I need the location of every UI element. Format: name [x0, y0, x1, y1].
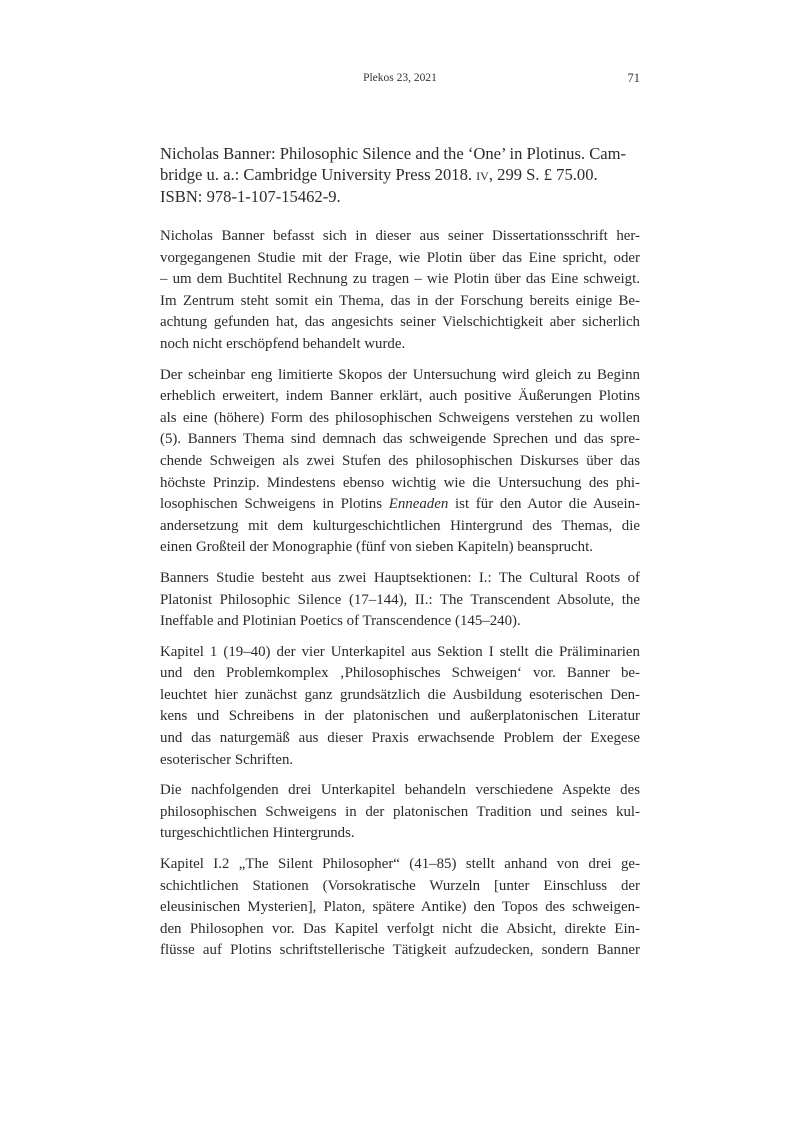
title-line: Nicholas Banner: Philosophic Silence and the ‘One’ in Plotinus. Cam-: [160, 144, 627, 163]
text-line: und das naturgemäß aus dieser Praxis erwachsende Problem der Exegese: [160, 730, 640, 747]
paragraph-3: [160, 568, 640, 633]
text-line: schichtlichen Stationen (Vorsokratische Wurzeln [unter Einschluss der: [160, 877, 640, 894]
text-line: als eine (höhere) Form des philosophischen Schweigens verstehen zu wollen: [160, 409, 640, 426]
text-line: Der scheinbar eng limitierte Skopos der Untersuchung wird gleich zu Beginn: [160, 366, 640, 383]
text-line: andersetzung mit dem kulturgeschichtlichen Hintergrund des Themas, die: [160, 517, 640, 534]
text-line: turgeschichtlichen Hintergrunds.: [160, 825, 355, 842]
paragraph-5: [160, 780, 640, 845]
text-line: Banners Studie besteht aus zwei Hauptsektionen: I.: The Cultural Roots of: [160, 569, 640, 586]
title-line: bridge u. a.: Cambridge University Press 2018.: [160, 165, 477, 185]
roman-pagination: iv: [476, 165, 489, 185]
text-line: vorgegangenen Studie mit der Frage, wie Plotin über das Eine spricht, oder: [160, 249, 640, 266]
review-body: [160, 226, 640, 971]
text-line: philosophischen Schweigens in der platonischen Tradition und seines kul-: [160, 803, 640, 820]
running-head: [160, 72, 640, 90]
text-line: Ineffable and Plotinian Poetics of Transcendence (145–240).: [160, 613, 521, 630]
text-line: achtung gefunden hat, das angesichts seiner Vielschichtigkeit aber sicherlich: [160, 314, 640, 331]
text-line: erheblich erweitert, indem Banner erklärt, auch positive Äußerungen Plotins: [160, 388, 640, 405]
paragraph-4: [160, 642, 640, 772]
text-line: Kapitel I.2 „The Silent Philosopher“ (41–85) stellt anhand von drei ge-: [160, 856, 640, 873]
text-line: flüsse auf Plotins schriftstellerische Tätigkeit aufzudecken, sondern Banner: [160, 942, 640, 959]
text-line: Nicholas Banner befasst sich in dieser aus seiner Dissertationsschrift her-: [160, 228, 640, 244]
paragraph-1: [160, 226, 640, 356]
text-segment: losophischen Schweigens in Plotins: [160, 496, 389, 513]
text-line: esoterischer Schriften.: [160, 751, 294, 768]
text-line: eleusinischen Mysterien], Platon, spätere Antike) den Topos des schweigen-: [160, 899, 640, 916]
text-line: noch nicht erschöpfend behandelt wurde.: [160, 335, 406, 352]
text-line: chende Schweigen als zwei Stufen des philosophischen Diskurses über das: [160, 452, 640, 469]
text-line: [160, 494, 640, 516]
text-line: kens und Schreibens in der platonischen und außerplatonischen Literatur: [160, 708, 640, 725]
isbn: ISBN: 978-1-107-15462-9.: [160, 186, 341, 206]
text-line: leuchtet hier zunächst ganz grundsätzlich die Ausbildung esoterischen Den-: [160, 686, 640, 703]
text-line: Platonist Philosophic Silence (17–144), II.: The Transcendent Absolute, the: [160, 591, 640, 608]
title-line: , 299 S. £ 75.00.: [488, 165, 598, 185]
text-line: (5). Banners Thema sind demnach das schweigende Sprechen und das spre-: [160, 431, 640, 448]
text-line: den Philosophen vor. Das Kapitel verfolgt nicht die Absicht, direkte Ein-: [160, 920, 640, 937]
text-line: Im Zentrum steht somit ein Thema, das in der Forschung bereits einige Be-: [160, 292, 640, 309]
text-line: höchste Prinzip. Mindestens ebenso wichtig wie die Untersuchung des phi-: [160, 474, 640, 491]
work-title-enneaden: Enneaden: [388, 496, 449, 513]
paragraph-6: [160, 854, 640, 962]
review-citation-title: [160, 143, 640, 207]
text-line: Kapitel 1 (19–40) der vier Unterkapitel aus Sektion I stellt die Präliminarien: [160, 643, 640, 660]
text-line: – um dem Buchtitel Rechnung zu tragen – wie Plotin über das Eine schweigt.: [160, 271, 640, 288]
text-line: und den Problemkomplex ‚Philosophisches Schweigen‘ vor. Banner be-: [160, 665, 640, 682]
paragraph-2: [160, 365, 640, 559]
text-segment: ist für den Autor die Ausein-: [448, 496, 640, 513]
text-line: Die nachfolgenden drei Unterkapitel behandeln verschiedene Aspekte des: [160, 782, 640, 799]
page-number: 71: [627, 71, 640, 85]
journal-issue: Plekos 23, 2021: [363, 72, 437, 84]
text-line: einen Großteil der Monographie (fünf von sieben Kapiteln) beansprucht.: [160, 539, 593, 556]
